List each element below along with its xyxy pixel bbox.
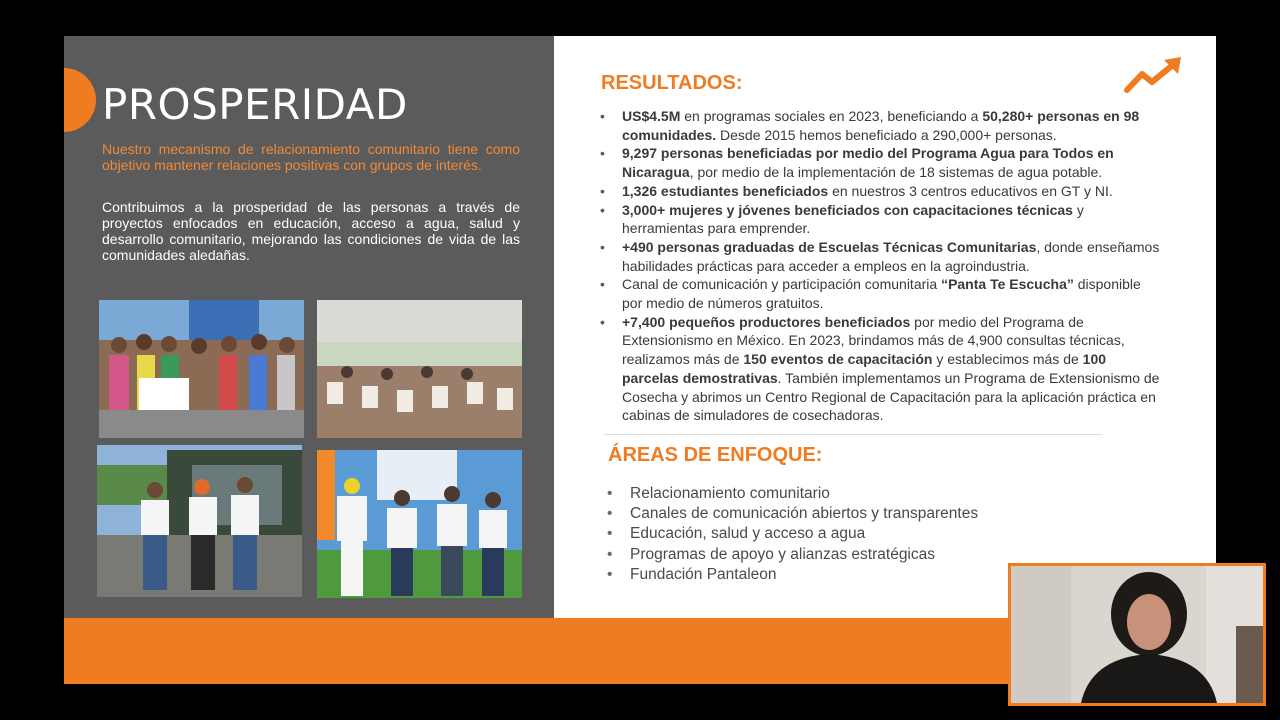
results-title: RESULTADOS: bbox=[601, 72, 743, 94]
focus-area-item: • Programas de apoyo y alianzas estratégicas bbox=[607, 545, 1087, 565]
focus-area-item: • Relacionamiento comunitario bbox=[607, 484, 1087, 504]
result-text: en nuestros 3 centros educativos en GT y NI. bbox=[828, 182, 1113, 199]
trending-up-arrow-icon bbox=[1124, 56, 1184, 96]
intro-text: Nuestro mecanismo de relacionamiento comunitario tiene como objetivo mantener relaciones positivas con grupos de interés. bbox=[102, 141, 520, 173]
focus-area-item: • Educación, salud y acceso a agua bbox=[607, 524, 1087, 544]
result-highlight: 150 eventos de capacitación bbox=[743, 351, 933, 368]
body-text: Contribuimos a la prosperidad de las personas a través de proyectos enfocados en educación, acceso a agua, salud y desarrollo comunitario, mejorando las condiciones de vida de las comunidades aledañas. bbox=[102, 199, 520, 263]
result-highlight: “Panta Te Escucha” bbox=[941, 276, 1074, 293]
focus-area-item: • Canales de comunicación abiertos y transparentes bbox=[607, 504, 1087, 524]
result-highlight: +490 personas graduadas de Escuelas Técnicas Comunitarias bbox=[622, 238, 1037, 255]
result-item bbox=[600, 182, 1160, 201]
result-text: Desde 2015 hemos beneficiado a 290,000+ personas. bbox=[716, 126, 1057, 143]
result-text: . También implementamos un Programa de Extensionismo de Cosecha y abrimos un Centro Regional de Capacitación para la aplicación práctica en cabinas de simuladores de cosechadoras. bbox=[622, 369, 1160, 424]
focus-area-item: • Fundación Pantaleon bbox=[607, 565, 1087, 585]
result-item bbox=[600, 201, 1160, 238]
result-text: , por medio de la implementación de 18 sistemas de agua potable. bbox=[689, 164, 1103, 181]
result-text: en programas sociales en 2023, beneficiando a bbox=[680, 108, 983, 124]
result-item bbox=[600, 144, 1160, 181]
result-highlight: 100 parcelas demostrativas bbox=[622, 351, 1107, 386]
result-highlight: 3,000+ mujeres y jóvenes beneficiados con capacitaciones técnicas bbox=[622, 201, 1073, 218]
photo-community-meeting bbox=[317, 300, 522, 438]
photo-children-water bbox=[99, 300, 304, 438]
result-text: , donde enseñamos habilidades prácticas para acceder a empleos en la agroindustria. bbox=[622, 238, 1160, 274]
left-panel bbox=[64, 36, 554, 618]
photo-students-diplomas bbox=[317, 450, 522, 598]
result-item bbox=[600, 313, 1160, 425]
result-text: por medio del Programa de Extensionismo en México. En 2023, brindamos más de 4,900 consultas técnicas, realizamos más de bbox=[622, 313, 1125, 368]
result-text: Canal de comunicación y participación comunitaria bbox=[622, 276, 942, 293]
result-highlight: +7,400 pequeños productores beneficiados bbox=[622, 313, 911, 330]
result-text: disponible por medio de números gratuitos. bbox=[622, 276, 1141, 312]
result-item bbox=[600, 275, 1160, 312]
result-item bbox=[600, 107, 1160, 144]
focus-areas-title: ÁREAS DE ENFOQUE: bbox=[608, 444, 823, 466]
result-highlight: 50,280+ personas en 98 comunidades. bbox=[622, 108, 1140, 143]
results-list bbox=[600, 107, 1160, 425]
result-highlight: US$4.5M bbox=[622, 108, 681, 124]
result-highlight: 1,326 estudiantes beneficiados bbox=[622, 182, 829, 199]
result-highlight: 9,297 personas beneficiadas por medio del Programa Agua para Todos en Nicaragua bbox=[622, 145, 1114, 181]
result-text: y herramientas para emprender. bbox=[622, 201, 1084, 237]
accent-circle bbox=[64, 68, 96, 132]
photo-women-harvester bbox=[97, 445, 302, 597]
result-text: y establecimos más de bbox=[932, 351, 1083, 368]
slide-title: PROSPERIDAD bbox=[102, 80, 408, 129]
section-divider bbox=[604, 434, 1102, 435]
presenter-webcam[interactable] bbox=[1008, 563, 1266, 706]
result-item bbox=[600, 238, 1160, 275]
